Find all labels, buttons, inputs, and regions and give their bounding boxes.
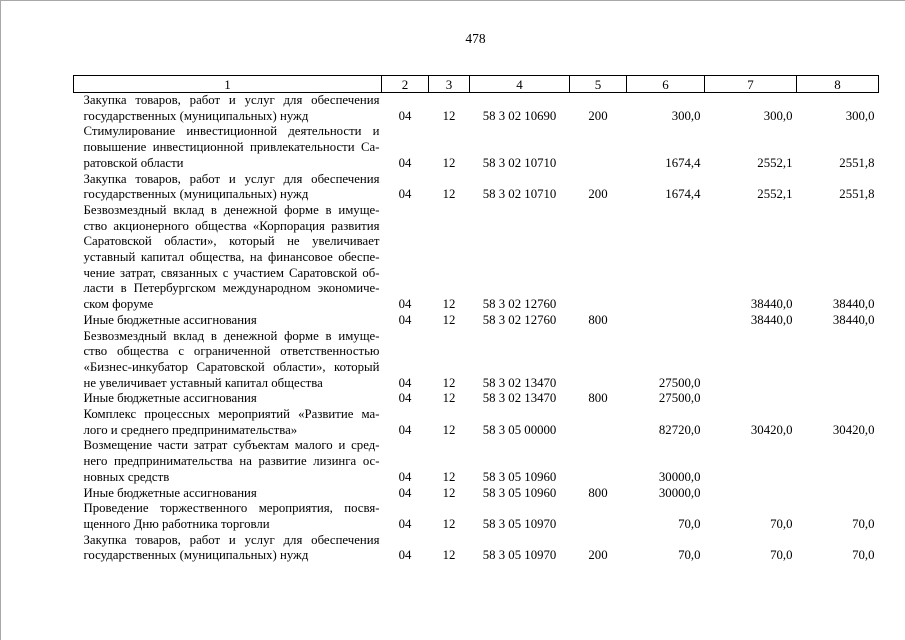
description-line: Комплекс процессных мероприятий «Развитие ма- [83,407,380,422]
row-description [74,172,382,203]
description-line: Иные бюджетные ассигнования [83,312,257,327]
table-row [74,93,879,125]
cell-col-5 [570,501,627,532]
cell-col-3: 12 [442,297,456,312]
column-header-2: 2 [382,76,429,93]
row-description [74,486,382,502]
cell-col-2: 04 [398,108,412,123]
table-row [74,172,879,203]
row-description [74,203,382,313]
cell-col-6: 30000,0 [658,485,701,500]
table-row [74,501,879,532]
cell-col-4: 58 3 05 10970 [482,548,557,563]
cell-col-7: 30420,0 [750,422,793,437]
row-description [74,313,382,329]
row-description [74,501,382,532]
row-description [74,407,382,438]
table-row [74,486,879,502]
description-line: чение затрат, связанных с участием Саратовской об- [83,265,380,280]
cell-col-4: 58 3 05 10960 [482,485,557,500]
description-line: ском форуме [83,297,154,312]
description-line: «Бизнес-инкубатор Саратовской области», который [83,359,380,374]
cell-col-5: 200 [588,108,608,123]
column-header-8: 8 [797,76,879,93]
table-header-row [74,76,879,93]
description-line: государственных (муниципальных) нужд [83,548,309,563]
table-row [74,329,879,392]
cell-col-6: 70,0 [678,516,701,531]
cell-col-2: 04 [398,548,412,563]
cell-col-2: 04 [398,187,412,202]
cell-col-6: 27500,0 [658,375,701,390]
cell-col-8: 2551,8 [839,155,875,170]
cell-col-7 [705,329,797,392]
cell-col-3: 12 [442,108,456,123]
row-description [74,329,382,392]
cell-col-5: 800 [588,485,608,500]
cell-col-5 [570,438,627,485]
cell-col-8: 30420,0 [832,422,875,437]
cell-col-4: 58 3 02 12760 [482,297,557,312]
cell-col-8 [797,486,879,502]
cell-col-2: 04 [398,312,412,327]
cell-col-6: 300,0 [671,108,701,123]
table-row [74,438,879,485]
table-row [74,203,879,313]
cell-col-5 [570,329,627,392]
budget-table [73,75,879,564]
description-line: Возмещение части затрат субъектам малого и сред- [83,438,380,453]
cell-col-6: 82720,0 [658,422,701,437]
cell-col-7: 70,0 [770,516,793,531]
description-line: ство общества с ограниченной ответственностью [83,344,380,359]
description-line: Стимулирование инвестиционной деятельности и [83,124,380,139]
column-header-5: 5 [570,76,627,93]
description-line: государственных (муниципальных) нужд [83,108,309,123]
description-line: ство акционерного общества «Корпорация развития [83,218,380,233]
cell-col-5: 200 [588,548,608,563]
description-line: Закупка товаров, работ и услуг для обеспечения [83,532,380,547]
table-row [74,533,879,564]
cell-col-2: 04 [398,516,412,531]
cell-col-5: 800 [588,391,608,406]
cell-col-6 [627,203,705,313]
cell-col-4: 58 3 02 13470 [482,391,557,406]
cell-col-4: 58 3 02 12760 [482,312,557,327]
cell-col-6: 27500,0 [658,391,701,406]
cell-col-8 [797,329,879,392]
cell-col-8 [797,438,879,485]
row-description [74,93,382,125]
cell-col-8: 38440,0 [832,312,875,327]
cell-col-4: 58 3 02 10710 [482,155,557,170]
cell-col-3: 12 [442,516,456,531]
cell-col-5 [570,203,627,313]
table-row [74,407,879,438]
column-header-3: 3 [429,76,470,93]
cell-col-5 [570,124,627,171]
cell-col-4: 58 3 05 10960 [482,469,557,484]
cell-col-6: 70,0 [678,548,701,563]
cell-col-6: 1674,4 [665,187,701,202]
cell-col-4: 58 3 05 10970 [482,516,557,531]
cell-col-7 [705,391,797,407]
table-row [74,124,879,171]
cell-col-2: 04 [398,375,412,390]
cell-col-7: 2552,1 [757,155,793,170]
cell-col-5: 200 [588,187,608,202]
cell-col-7: 38440,0 [750,312,793,327]
cell-col-2: 04 [398,422,412,437]
description-line: ласти в Петербургском международном экономиче- [83,281,380,296]
cell-col-8: 38440,0 [832,297,875,312]
column-header-4: 4 [470,76,570,93]
cell-col-3: 12 [442,375,456,390]
row-description [74,124,382,171]
cell-col-5: 800 [588,312,608,327]
cell-col-7: 70,0 [770,548,793,563]
cell-col-4: 58 3 05 00000 [482,422,557,437]
cell-col-6: 1674,4 [665,155,701,170]
description-line: лого и среднего предпринимательства» [83,422,298,437]
cell-col-3: 12 [442,155,456,170]
cell-col-2: 04 [398,297,412,312]
cell-col-3: 12 [442,485,456,500]
cell-col-7 [705,438,797,485]
cell-col-4: 58 3 02 10690 [482,108,557,123]
page-number: 478 [465,31,486,46]
budget-table-body [74,93,879,565]
row-description [74,533,382,564]
cell-col-3: 12 [442,548,456,563]
cell-col-2: 04 [398,155,412,170]
description-line: Иные бюджетные ассигнования [83,485,257,500]
description-line: государственных (муниципальных) нужд [83,187,309,202]
row-description [74,438,382,485]
cell-col-3: 12 [442,187,456,202]
description-line: Безвозмездный вклад в денежной форме в имуще- [83,202,380,217]
cell-col-7: 300,0 [763,108,793,123]
description-line: Безвозмездный вклад в денежной форме в имуще- [83,328,380,343]
description-line: уставный капитал общества, на финансовое обеспе- [83,250,380,265]
cell-col-8: 2551,8 [839,187,875,202]
column-header-1: 1 [74,76,382,93]
cell-col-8: 70,0 [852,516,875,531]
column-header-7: 7 [705,76,797,93]
table-header [74,76,879,93]
cell-col-7 [705,486,797,502]
description-line: Проведение торжественного мероприятия, посвя- [83,501,380,516]
cell-col-5 [570,407,627,438]
column-header-6: 6 [627,76,705,93]
cell-col-7: 2552,1 [757,187,793,202]
description-line: него предпринимательства на развитие лизинга ос- [83,454,380,469]
cell-col-4: 58 3 02 10710 [482,187,557,202]
cell-col-6 [627,313,705,329]
table-row [74,391,879,407]
table-row [74,313,879,329]
description-line: повышение инвестиционной привлекательности Са- [83,140,380,155]
description-line: новных средств [83,469,170,484]
description-line: Иные бюджетные ассигнования [83,391,257,406]
description-line: Саратовской области», который не увеличивает [83,234,380,249]
row-description [74,391,382,407]
cell-col-2: 04 [398,391,412,406]
cell-col-3: 12 [442,469,456,484]
cell-col-2: 04 [398,485,412,500]
cell-col-3: 12 [442,422,456,437]
cell-col-3: 12 [442,312,456,327]
cell-col-3: 12 [442,391,456,406]
description-line: щенного Дню работника торговли [83,516,270,531]
cell-col-2: 04 [398,469,412,484]
description-line: Закупка товаров, работ и услуг для обеспечения [83,93,380,107]
cell-col-8 [797,391,879,407]
cell-col-8: 300,0 [845,108,875,123]
description-line: не увеличивает уставный капитал общества [83,375,323,390]
description-line: Закупка товаров, работ и услуг для обеспечения [83,171,380,186]
cell-col-6: 30000,0 [658,469,701,484]
cell-col-7: 38440,0 [750,297,793,312]
description-line: ратовской области [83,155,184,170]
cell-col-4: 58 3 02 13470 [482,375,557,390]
cell-col-8: 70,0 [852,548,875,563]
